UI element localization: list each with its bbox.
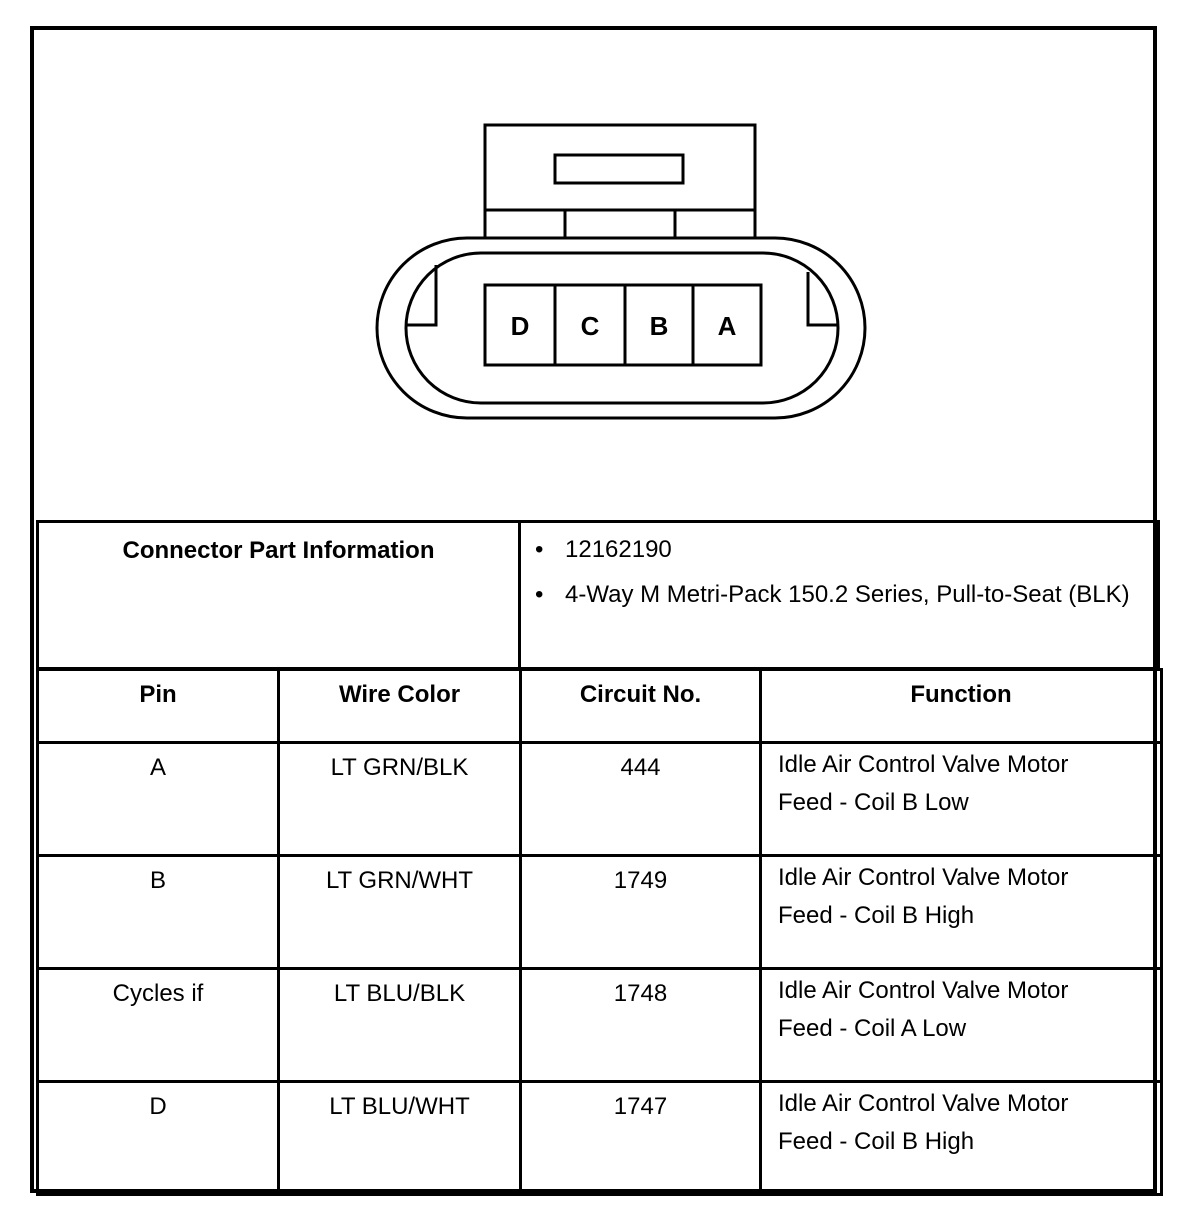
table-row [38,856,1162,969]
part-info-label: Connector Part Information [39,523,521,667]
table-header-row [38,670,1162,743]
connector-part-info-row [36,520,1160,670]
table-row [38,969,1162,1082]
cell-circuit: 1747 [521,1082,761,1195]
cell-function [761,856,1162,969]
cell-wire-color: LT GRN/BLK [279,743,521,856]
cell-pin: D [38,1082,279,1195]
pin-label-c: C [580,311,600,341]
part-description: • 4-Way M Metri-Pack 150.2 Series, Pull-to-Seat (BLK) [535,580,1157,610]
table-row [38,743,1162,856]
pin-label-d: D [510,311,530,341]
pin-table [36,668,1163,1196]
function-line-2: Feed - Coil B High [778,1128,975,1155]
function-line-1: Idle Air Control Valve Motor [778,751,1069,778]
connector-latch-tab [555,155,683,183]
cell-circuit: 1748 [521,969,761,1082]
function-line-1: Idle Air Control Valve Motor [778,1090,1069,1117]
function-line-1: Idle Air Control Valve Motor [778,977,1069,1004]
header-wire-color: Wire Color [279,670,521,743]
pin-label-b: B [649,311,669,341]
cell-wire-color: LT BLU/WHT [279,1082,521,1195]
function-line-2: Feed - Coil B High [778,902,975,929]
cell-function [761,743,1162,856]
header-pin: Pin [38,670,279,743]
cell-wire-color: LT GRN/WHT [279,856,521,969]
cell-circuit: 1749 [521,856,761,969]
header-circuit: Circuit No. [521,670,761,743]
function-line-1: Idle Air Control Valve Motor [778,864,1069,891]
cell-function [761,1082,1162,1195]
cell-pin: Cycles if [38,969,279,1082]
cell-pin: A [38,743,279,856]
cell-circuit: 444 [521,743,761,856]
function-line-2: Feed - Coil B Low [778,789,969,816]
pin-label-a: A [717,311,737,341]
header-function: Function [761,670,1162,743]
part-number: • 12162190 [535,535,1157,565]
cell-function [761,969,1162,1082]
cell-pin: B [38,856,279,969]
part-info-values [521,523,1157,667]
cell-wire-color: LT BLU/BLK [279,969,521,1082]
table-row [38,1082,1162,1195]
connector-face-drawing [0,0,1200,520]
function-line-2: Feed - Coil A Low [778,1015,967,1042]
